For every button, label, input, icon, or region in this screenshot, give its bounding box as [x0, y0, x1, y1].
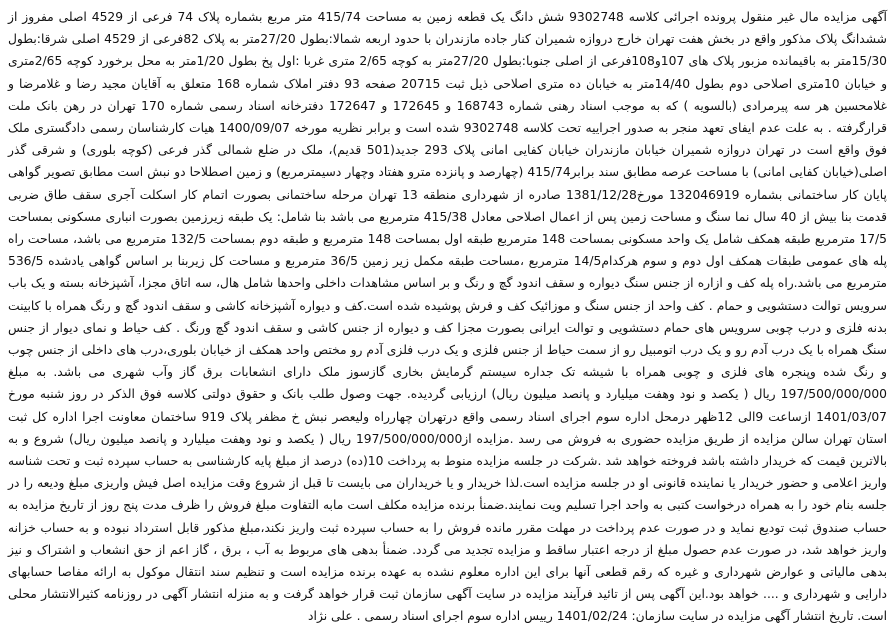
notice-body-text: آگهی مزایده مال غیر منقول پرونده اجرائی کلاسه 9302748 شش دانگ یک قطعه زمین به مساحت 415/74 متر مربع بشماره پلاک 74 فرعی از 4529 اصلی مفروز از ششدانگ پلاک مذکور واقع در بخش هفت تهران خارج دروازه شمیران کنار جاده مازندران با حدود اربعه شمالا:بطول 27/20متر به پلاک 82فرعی از 4529 اصلی شرقا:بطول 15/30متر به باقیمانده مزبور پلاک های 107و108فرعی از اصلی جنوبا:بطول 27/20متر به کوچه 2/65 متری غربا :اول پخ بطول 1/20متر به محل برخورد کوچه 2/65متری و خیابان 10متری اصلاحی دوم بطول 14/40متر به خیابان ده متری اصلاحی ذیل ثبت 20715 صفحه 93 دفتر املاک شماره 168 متعلق به آقایان مجید رضا و غلامرضا و غلامحسین هر سه پیرمرادی (بالسویه ) که به موجب اسناد رهنی شماره 168743 و 172645 و 172647 دفترخانه اسناد رسمی شماره 170 تهران در رهن بانک ملت قرارگرفته . به علت عدم ایفای تعهد منجر به صدور اجراییه تحت کلاسه 9302748 شده است و برابر نظریه مورخه 1400/09/07 هیات کارشناسان رسمی دادگستری ملک فوق واقع است در تهران دروازه شمیران خیابان مازندران خیابان کفایی امانی پلاک 293 جدید(501 قدیم)، ملک در ضلع شمالی گذر فرعی (کوچه بلوری) و شرقی گذر اصلی(خیابان کفایی امانی) با مساحت عرصه مطابق سند برابر415/74 (چهارصد و پانزده مترو هفتاد وچهار دسیمترمربع) و زمین اصطلاحا دو نبش است مطابق تصویر گواهی پایان کار ساختمانی بشماره 132046919 مورخ1381/12/28 صادره از شهرداری منطقه 13 تهران مرحله ساختمانی بصورت اتمام کار اسکلت آجری سقف طاق ضربی قدمت بنا بیش از 40 سال نما سنگ و مساحت زمین پس از اعمال اصلاحی معادل 415/38 مترمربع می باشد بنا شامل: یک طبقه زیرزمین بصورت انباری مسکونی بمساحت 17/5 مترمربع طبقه همکف شامل یک واحد مسکونی بمساحت 148 مترمربع طبقه اول بمساحت 148 مترمربع و طبقه دوم بمساحت 132/5 مترمربع می باشد، مساحت راه پله های عمومی طبقات همکف اول دوم و سوم هرکدام14/5 مترمربع ،مساحت طبقه مکمل زیر زمین 36/5 مترمربع و مساحت کل زیربنا بر اساس گواهی یادشده 536/5 مترمربع می باشد.راه پله کف و ازاره از جنس سنگ دیواره و سقف اندود گچ و رنگ و بر اساس مشاهدات داخلی واحدها شامل هال، سه اتاق مجزا، آشپزخانه بسته و یک باب سرویس توالت دستشویی و حمام . کف واحد از جنس سنگ و موزائیک کف و فرش پوشیده شده است.کف و دیواره آشپزخانه کاشی و سقف اندود گچ و رنگ همراه با کابینت بدنه فلزی و درب چوبی سرویس های حمام دستشویی و توالت ایرانی بصورت مجزا کف و دیواره از جنس کاشی و سقف اندود گچ ورنگ . کف حیاط و نمای دیوار از جنس سنگ همراه با یک درب آدم رو و یک درب اتومبیل رو از سمت حیاط از جنس فلزی و یک درب فلزی آدم رو مختص واحد همکف از خیابان بلوری،درب های داخلی از جنس چوب و رنگ شده وپنجره های فلزی و چوبی همراه با شیشه تک جداره سیستم گرمایش بخاری گازسوز ملک دارای انشعابات برق گاز وآب شهری می باشد. به مبلغ 197/500/000/000 ریال ( یکصد و نود وهفت میلیارد و پانصد میلیون ریال) ارزیابی گردیده. جهت وصول طلب بانک و حقوق دولتی کلاسه فوق الذکر در روز شنبه مورخ 1401/03/07 ازساعت 9الی 12ظهر درمحل اداره سوم اجرای اسناد رسمی واقع درتهران چهارراه ولیعصر نبش خ مظفر پلاک 919 ساختمان معاونت اجرا اداره کل ثبت استان تهران سالن مزایده از طریق مزایده حضوری به فروش می رسد .مزایده از197/500/000/000 ریال ( یکصد و نود وهفت میلیارد و پانصد میلیون ریال) شروع و به بالاترین قیمت که خریدار داشته باشد فروخته خواهد شد .شرکت در جلسه مزایده منوط به پرداخت 10(ده) درصد از مبلغ پایه کارشناسی به حساب سپرده ثبت و تحت شناسه واریز اعلامی و حضور خریدار یا نماینده قانونی او در جلسه مزایده است.لذا خریدار و یا خریداران می بایست تا قبل از شروع وقت مزایده اصل فیش واریزی مبلغ ودیعه را در جلسه بنام خود را به همراه درخواست کتبی به واحد اجرا تسلیم ویت نمایند.ضمنأ برنده مزایده مکلف است مابه التفاوت مبلغ فروش را ظرف مدت پنج روز از تاریخ مزایده به حساب صندوق ثبت تودیع نماید و در صورت عدم پرداخت در مهلت مقرر مانده فروش را به حساب سپرده ثبت واریز نکند،مبلغ مذکور قابل استرداد نبوده و به حساب خزانه واریز خواهد شد، در صورت عدم حصول مبلغ از درجه اعتبار ساقط و مزایده تجدید می گردد. ضمنأ بدهی های مربوط به آب ، برق ، گاز اعم از حق انشعاب و اشتراک و نیز بدهی مالیاتی و عوارض شهرداری و غیره که رقم قطعی آنها برای این اداره معلوم نشده به عهده برنده مزایده است و تنظیم سند انتقال موکول به ارائه مفاصا حسابهای دارایی و شهرداری و .... خواهد بود.این آگهی پس از تائید فرآیند مزایده در سایت آگهی سازمان ثبت قرار خواهد گرفت و به منزله انتشار آگهی در روزنامه کثیرالانتشار محلی است. تاریخ انتشار آگهی مزایده در سایت سازمان: 1401/02/24 رییس اداره سوم اجرای اسناد رسمی . علی نژاد — [8, 10, 888, 624]
